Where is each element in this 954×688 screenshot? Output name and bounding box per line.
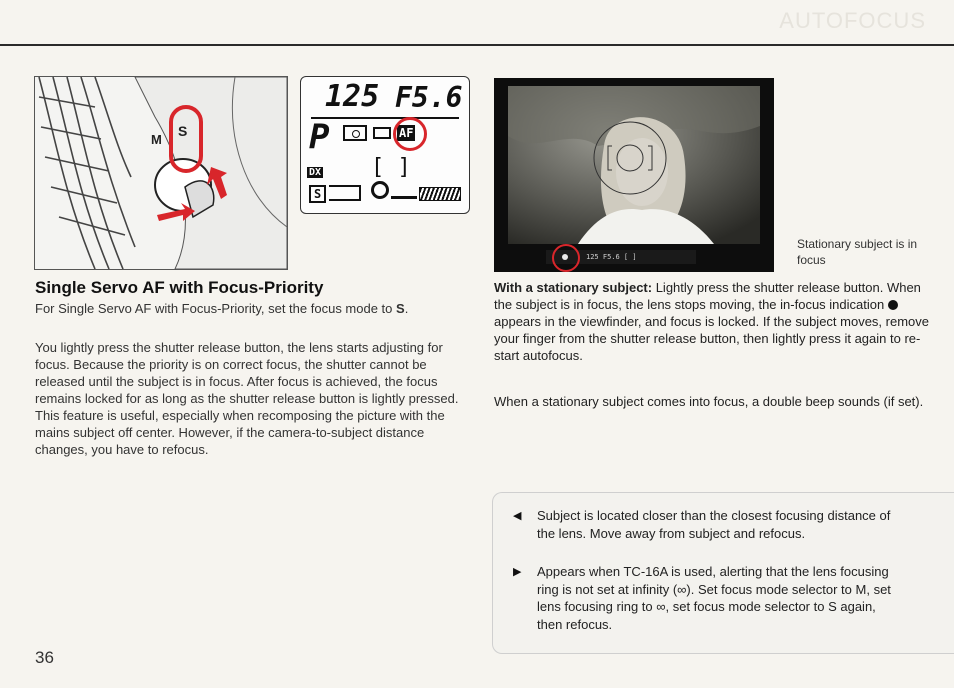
stationary-subject-label: With a stationary subject: <box>494 280 653 295</box>
lcd-focus-brackets: [ ] <box>371 155 411 180</box>
focus-mode-icon <box>371 181 389 199</box>
metering-icon <box>343 125 367 141</box>
control-panel-illustration <box>300 76 470 214</box>
page-number: 36 <box>35 648 54 667</box>
lcd-underline <box>391 196 417 199</box>
top-rule <box>0 44 954 46</box>
stationary-text-before: Lightly press the shutter release button. When the subject is in focus, the lens stops moving, the in-focus indication <box>494 280 921 312</box>
note-item-teleconverter <box>513 563 897 633</box>
description-paragraph: You lightly press the shutter release button, the lens starts adjusting for focus. Because the priority is on correct focus, the shutter cannot be released until the subject is in focus. After focus is achieved, the focus remains locked for as long as the shutter release button is lightly pressed. This feature is useful, especially when recomposing the picture with the mains subject off center. However, if the camera-to-subject distance changes, you have to refocus. <box>35 340 459 457</box>
viewfinder-photo <box>494 78 774 272</box>
intro-text <box>35 300 475 317</box>
left-arrow-icon: ◀ <box>513 510 522 522</box>
camera-dial-drawing <box>35 77 287 269</box>
dial-label-m: M <box>151 132 162 147</box>
lcd-aperture: F5.6 <box>395 81 463 114</box>
indicator-notes-box <box>492 492 954 654</box>
section-heading: Single Servo AF with Focus-Priority <box>35 278 324 297</box>
running-head: AUTOFOCUS <box>779 8 926 33</box>
lcd-bar-frame <box>329 185 361 201</box>
viewfinder-status-text: 125 F5.6 [ ] <box>586 253 637 261</box>
lcd-divider <box>311 117 459 119</box>
lcd-shutter-speed: 125 <box>325 79 380 114</box>
intro-period: . <box>404 301 409 316</box>
in-focus-dot-icon <box>888 300 898 310</box>
focus-mode-s: S <box>396 301 405 316</box>
intro-sentence: For Single Servo AF with Focus-Priority, set the focus mode to <box>35 301 393 316</box>
lcd-exposure-mode: P <box>309 117 330 157</box>
dial-label-s: S <box>178 123 188 139</box>
note-text: Appears when TC-16A is used, alerting that the lens focusing ring is not set at infinity (∞). Set focus mode selector to M, set lens focusing ring to ∞, set focus mode selector to S again, then refocus. <box>537 564 891 632</box>
note-text: Subject is located closer than the closest focusing distance of the lens. Move away from subject and refocus. <box>537 508 891 541</box>
note-item-close-subject <box>513 507 897 542</box>
right-arrow-icon: ▶ <box>513 566 522 578</box>
in-focus-highlight-circle <box>552 244 580 272</box>
stationary-text-after: appears in the viewfinder, and focus is locked. If the subject moves, remove your finger from the shutter release button, then lightly press it again to re-start autofocus. <box>494 314 930 363</box>
lcd-single-servo-indicator: S <box>309 185 326 203</box>
af-highlight-circle <box>393 117 427 151</box>
portrait-drawing <box>508 86 760 244</box>
subject-photo <box>508 86 760 244</box>
double-beep-paragraph: When a stationary subject comes into focus, a double beep sounds (if set). <box>494 394 924 409</box>
stationary-subject-paragraph <box>494 279 934 364</box>
battery-icon <box>419 187 461 201</box>
lcd-dx-indicator: DX <box>309 167 322 178</box>
battery-small-icon <box>373 127 391 139</box>
lcd-af-indicator: AF <box>399 126 414 140</box>
focus-mode-dial-illustration <box>34 76 288 270</box>
figure-caption: Stationary subject is in focus <box>797 237 918 267</box>
